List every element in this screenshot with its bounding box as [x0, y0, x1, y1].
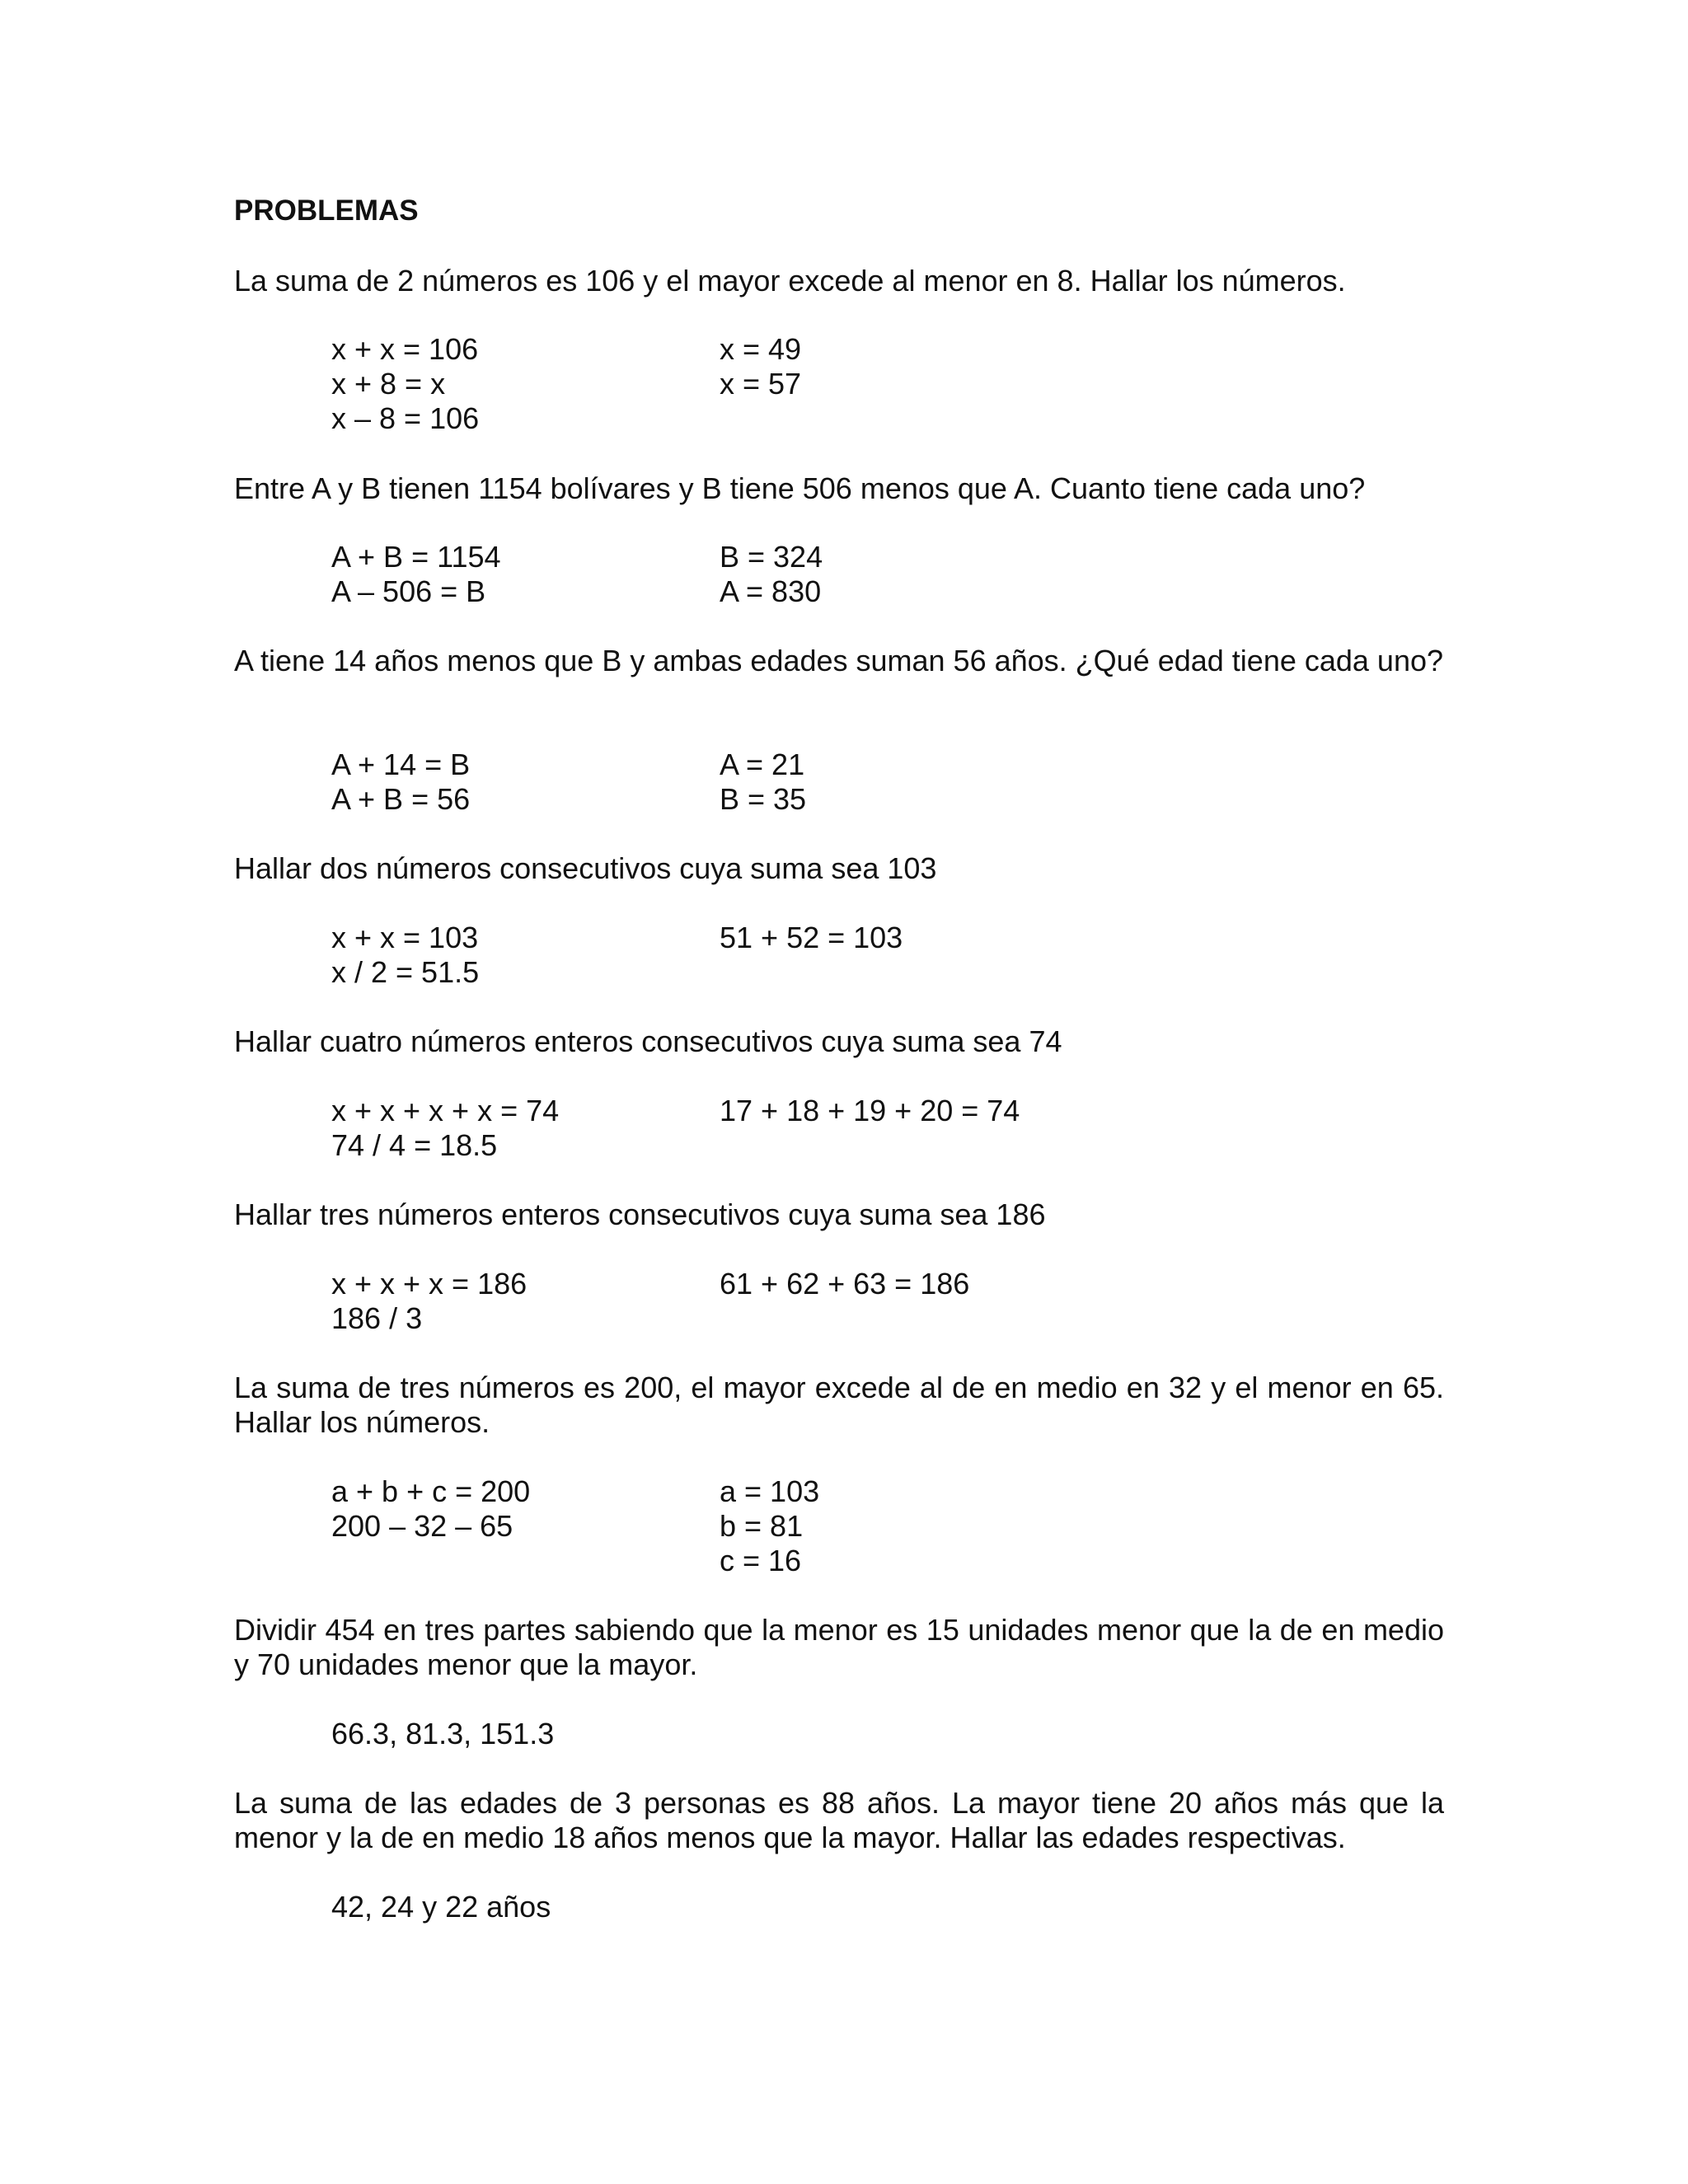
problem-statement: Entre A y B tienen 1154 bolívares y B tiene 506 menos que A. Cuanto tiene cada uno? — [234, 471, 1366, 505]
work-line: 74 / 4 = 18.5 — [331, 1128, 498, 1162]
work-line: A + 14 = B — [331, 748, 471, 781]
work-right-column — [720, 921, 903, 955]
problem-work — [331, 921, 1403, 1028]
page-title: PROBLEMAS — [234, 194, 419, 227]
work-line: A – 506 = B — [331, 574, 486, 608]
work-left-column — [331, 1474, 530, 1544]
work-line: 200 – 32 – 65 — [331, 1509, 513, 1543]
problem-work — [331, 1094, 1403, 1201]
problem-work — [331, 332, 1403, 439]
work-left-column — [331, 1717, 554, 1751]
work-line: x + x + x + x = 74 — [331, 1094, 560, 1127]
work-left-column — [331, 921, 479, 990]
work-line: B = 324 — [720, 540, 823, 574]
work-left-column — [331, 1094, 559, 1163]
work-left-column — [331, 1267, 527, 1336]
work-line: x + x = 103 — [331, 921, 479, 954]
work-right-column — [720, 332, 801, 401]
work-line: x = 49 — [720, 332, 802, 366]
work-line: A = 21 — [720, 748, 805, 781]
work-line: A + B = 56 — [331, 782, 471, 816]
problem-work — [331, 1474, 1403, 1582]
work-line: 51 + 52 = 103 — [720, 921, 903, 954]
work-line: x + x + x = 186 — [331, 1267, 528, 1301]
problem-statement: Dividir 454 en tres partes sabiendo que la menor es 15 unidades menor que la de en medio y 70 unidades menor que la mayor. — [234, 1613, 1444, 1681]
work-left-column — [331, 1890, 551, 1924]
work-line: x + 8 = x — [331, 367, 446, 401]
work-line: b = 81 — [720, 1509, 804, 1543]
work-line: x + x = 106 — [331, 332, 479, 366]
work-right-column — [720, 1267, 969, 1301]
work-line: 61 + 62 + 63 = 186 — [720, 1267, 970, 1301]
problem-statement: La suma de las edades de 3 personas es 88 años. La mayor tiene 20 años más que la menor y la de en medio 18 años menos que la mayor. Hallar las edades respectivas. — [234, 1786, 1444, 1854]
work-line: x – 8 = 106 — [331, 401, 480, 435]
work-left-column — [331, 540, 501, 609]
work-line: 66.3, 81.3, 151.3 — [331, 1717, 555, 1750]
work-left-column — [331, 748, 470, 817]
problem-work — [331, 748, 1403, 855]
problem-work — [331, 1890, 1403, 1997]
work-line: B = 35 — [720, 782, 807, 816]
work-right-column — [720, 540, 823, 609]
work-line: x / 2 = 51.5 — [331, 955, 480, 989]
work-right-column — [720, 1094, 1020, 1128]
work-line: 42, 24 y 22 años — [331, 1890, 551, 1924]
work-line: x = 57 — [720, 367, 802, 401]
work-line: A + B = 1154 — [331, 540, 501, 574]
work-line: a = 103 — [720, 1474, 820, 1508]
work-right-column — [720, 748, 806, 817]
work-line: 186 / 3 — [331, 1301, 423, 1335]
work-line: 17 + 18 + 19 + 20 = 74 — [720, 1094, 1020, 1127]
problem-work — [331, 540, 1403, 647]
problem-work — [331, 1267, 1403, 1374]
work-left-column — [331, 332, 479, 436]
work-line: a + b + c = 200 — [331, 1474, 531, 1508]
problem-statement: Hallar tres números enteros consecutivos cuya suma sea 186 — [234, 1197, 1046, 1231]
problem-statement: La suma de tres números es 200, el mayor excede al de en medio en 32 y el menor en 65. Hallar los números. — [234, 1371, 1444, 1439]
problem-statement: Hallar cuatro números enteros consecutivos cuya suma sea 74 — [234, 1024, 1062, 1058]
work-right-column — [720, 1474, 819, 1578]
work-line: A = 830 — [720, 574, 822, 608]
problem-statement: A tiene 14 años menos que B y ambas edades suman 56 años. ¿Qué edad tiene cada uno? — [234, 644, 1444, 677]
work-line: c = 16 — [720, 1544, 802, 1577]
problem-statement: La suma de 2 números es 106 y el mayor excede al menor en 8. Hallar los números. — [234, 264, 1346, 298]
problem-statement: Hallar dos números consecutivos cuya suma sea 103 — [234, 851, 937, 885]
